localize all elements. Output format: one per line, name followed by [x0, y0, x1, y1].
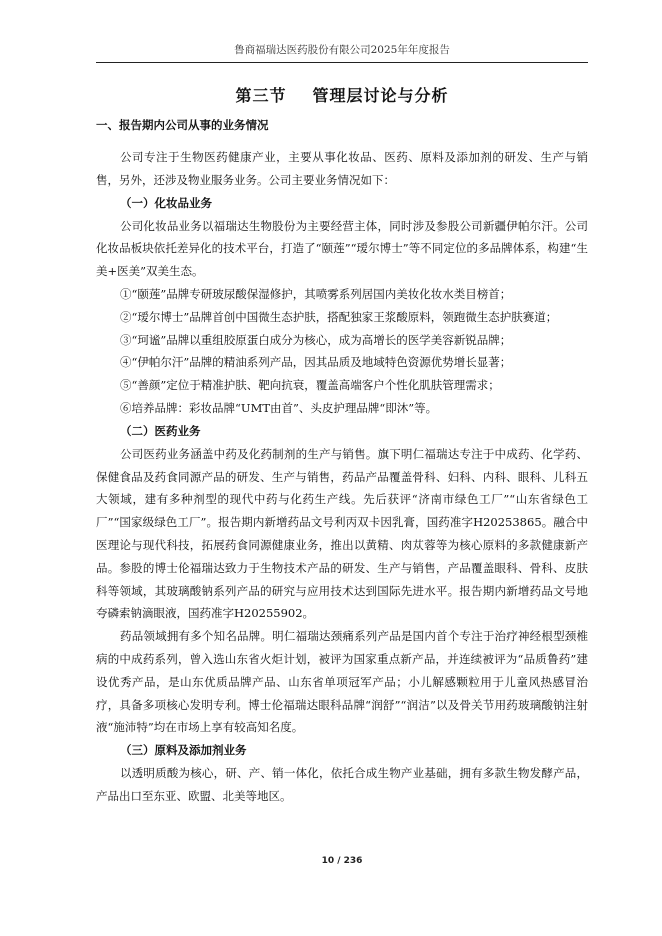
list-item: ③“珂谧”品牌以重组胶原蛋白成分为核心，成为高增长的医学美容新锐品牌；	[120, 332, 512, 347]
list-item: ④“伊帕尔汗”品牌的精油系列产品，因其品质及地域特色资源优势增长显著；	[120, 355, 512, 370]
page-content	[96, 84, 588, 808]
list-item: ②“瑷尔博士”品牌首创中国微生态护肤，搭配独家王浆酸原料，领跑微生态护肤赛道；	[120, 309, 558, 324]
pharma-paragraph-2: 药品领域拥有多个知名品牌。明仁福瑞达颈痛系列产品是国内首个专注于治疗神经根型颈椎病的中成药系列，曾入选山东省火炬计划，被评为国家重点新产品，并连续被评为“品质鲁药”建设优秀产品，是山东优质品牌产品、山东省单项冠军产品；小儿解感颗粒用于儿童风热感冒治疗，具备多项核心发明专利。博士伦福瑞达眼科品牌“润舒”“润洁”以及骨关节用药玻璃酸钠注射液“施沛特”均在市场上享有较高知名度。	[96, 629, 588, 735]
materials-paragraph: 以透明质酸为核心，研、产、销一体化，依托合成生物产业基础，拥有多款生物发酵产品，产品出口至东亚、欧盟、北美等地区。	[96, 766, 588, 803]
section-title	[96, 84, 588, 108]
heading-materials: （三）原料及添加剂业务	[120, 743, 247, 758]
cosmetics-paragraph: 公司化妆品业务以福瑞达生物股份为主要经营主体，同时涉及参股公司新疆伊帕尔汗。公司化妆品板块依托差异化的技术平台，打造了“颐莲”“瑷尔博士”等不同定位的多品牌体系，构建“生美+医美”双美生态。	[96, 218, 588, 279]
heading-cosmetics: （一）化妆品业务	[120, 195, 212, 210]
heading-business-overview: 一、报告期内公司从事的业务情况	[96, 118, 269, 132]
pharma-paragraph-1: 公司医药业务涵盖中药及化药制剂的生产与销售。旗下明仁福瑞达专注于中成药、化学药、保健食品及药食同源产品的研发、生产与销售，药品产品覆盖骨科、妇科、内科、眼科、儿科五大领域，建有多种剂型的现代中药与化药生产线。先后获评“济南市绿色工厂”“山东省绿色工厂”“国家级绿色工厂”。报告期内新增药品文号利丙双卡因乳膏，国药准字H20253865。融合中医理论与现代科技，拓展药食同源健康业务，推出以黄精、肉苁蓉等为核心原料的多款健康新产品。参股的博士伦福瑞达致力于生物技术产品的研发、生产与销售，产品覆盖眼科、骨科、皮肤科等领域，其玻璃酸钠系列产品的研究与应用技术达到国际先进水平。报告期内新增药品文号地夸磷索钠滴眼液，国药准字H20255902。	[96, 446, 588, 621]
list-item: ①“颐莲”品牌专研玻尿酸保湿修护，其喷雾系列居国内美妆化妆水类目榜首；	[120, 286, 512, 301]
section-name: 管理层讨论与分析	[312, 86, 449, 105]
list-item: ⑤“善颜”定位于精准护肤、靶向抗衰，覆盖高端客户个性化肌肤管理需求；	[120, 378, 500, 393]
running-header: 鲁商福瑞达医药股份有限公司2025年年度报告	[234, 44, 450, 56]
section-number: 第三节	[235, 86, 287, 105]
header-divider	[96, 62, 588, 63]
list-item: ⑥培养品牌：彩妆品牌“UMT由首”、头皮护理品牌“即沐”等。	[120, 400, 438, 415]
intro-paragraph: 公司专注于生物医药健康产业，主要从事化妆品、医药、原料及添加剂的研发、生产与销售，另外，还涉及物业服务业务。公司主要业务情况如下：	[96, 150, 588, 187]
heading-pharma: （二）医药业务	[120, 423, 201, 438]
page-number: 10 / 236	[321, 856, 363, 866]
